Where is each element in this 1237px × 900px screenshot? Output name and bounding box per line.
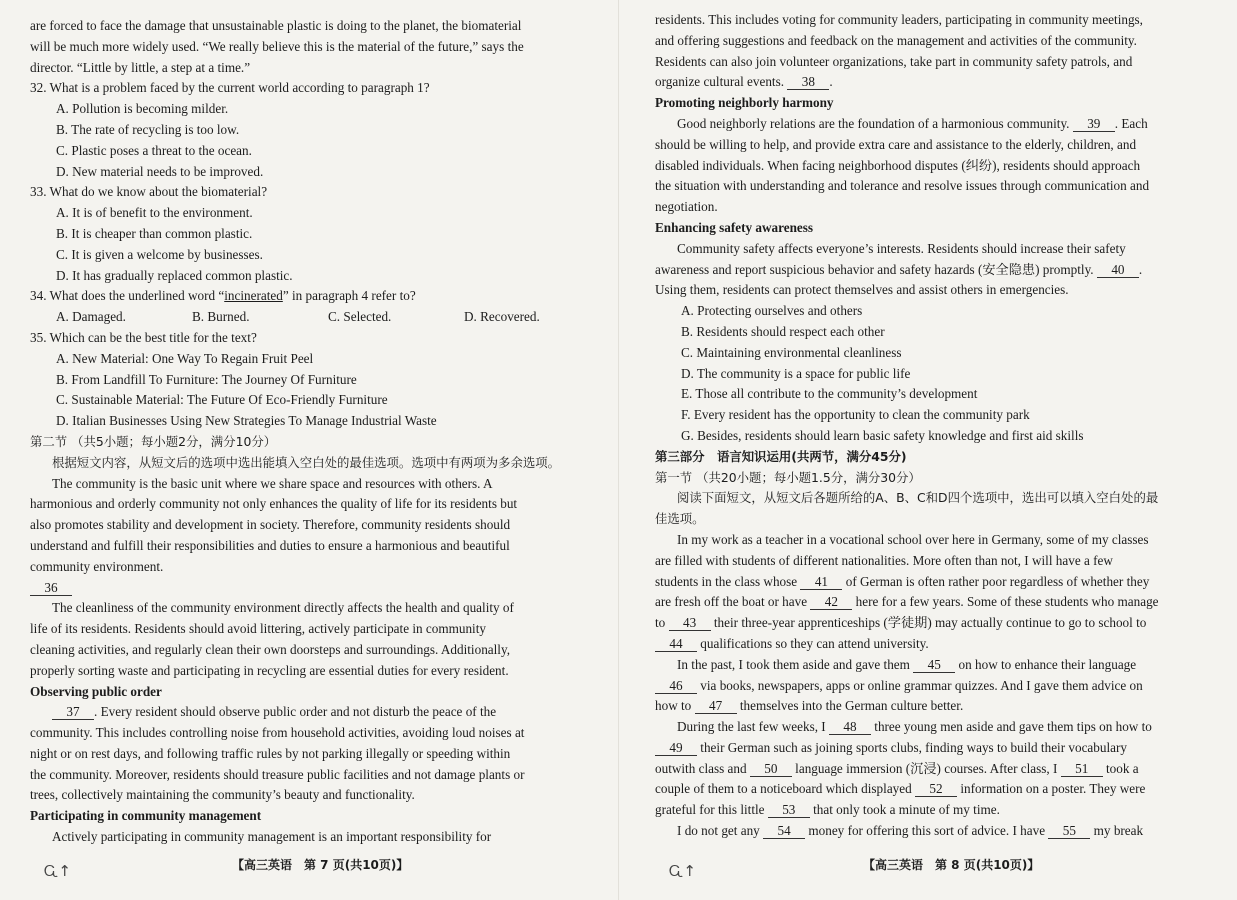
section-1-instructions-cont: 佳选项。 <box>655 511 705 527</box>
text-segment: how to <box>655 698 692 714</box>
text-line: Residents can also join volunteer organizations, take part in community safety patrols, and <box>655 53 1133 69</box>
heading-neighborly-harmony: Promoting neighborly harmony <box>655 95 834 111</box>
text-line: night or on rest days, and following traffic rules by not parking illegally or speeding within <box>30 745 511 761</box>
text-segment: their three-year apprenticeships (学徒期) may actually continue to go to school to <box>713 615 1147 631</box>
question-33-option-a: A. It is of benefit to the environment. <box>56 205 253 221</box>
text-line: the situation with understanding and tolerance and resolve issues through communication and <box>655 178 1150 194</box>
text-line <box>655 72 1223 93</box>
text-line <box>655 613 1223 634</box>
question-35-stem: 35. Which can be the best title for the text? <box>30 329 257 345</box>
text-segment: my break <box>1093 823 1144 839</box>
underlined-word: incinerated <box>224 288 283 304</box>
question-33-option-c: C. It is given a welcome by businesses. <box>56 246 263 262</box>
text-segment: here for a few years. Some of these students who manage <box>855 594 1159 610</box>
blank-36: 36 <box>30 580 72 596</box>
blank-39: 39 <box>1073 116 1115 132</box>
blank-50: 50 <box>750 761 792 777</box>
blank-51: 51 <box>1061 761 1103 777</box>
option-a: A. Protecting ourselves and others <box>681 303 863 319</box>
question-34-option-c: C. Selected. <box>328 309 392 325</box>
blank-42: 42 <box>810 594 852 610</box>
text-line <box>655 592 1223 613</box>
question-34-option-b: B. Burned. <box>192 309 250 325</box>
text-line: cleaning activities, and regularly clean their own doorsteps and surroundings. Additionally, <box>30 641 511 657</box>
text-line: are forced to face the damage that unsustainable plastic is doing to the planet, the biomaterial <box>30 18 522 33</box>
blank-54: 54 <box>763 823 805 839</box>
text-line <box>655 779 1223 800</box>
text-line: negotiation. <box>655 199 718 215</box>
text-line: trees, collectively maintaining the community’s beauty and functionality. <box>30 787 415 803</box>
text-segment: . Each <box>1114 115 1148 131</box>
blank-48: 48 <box>829 719 871 735</box>
blank-43: 43 <box>669 615 711 631</box>
text-segment: themselves into the German culture better. <box>739 698 964 714</box>
text-line <box>655 676 1223 697</box>
text-segment: grateful for this little <box>655 802 765 818</box>
blank-47: 47 <box>695 698 737 714</box>
question-33-option-d: D. It has gradually replaced common plastic. <box>56 267 293 283</box>
question-32-option-a: A. Pollution is becoming milder. <box>56 101 229 117</box>
text-line: disabled individuals. When facing neighborhood disputes (纠纷), residents should approach <box>655 157 1141 173</box>
text-line: Community safety affects everyone’s interests. Residents should increase their safety <box>677 240 1126 256</box>
text-line <box>655 800 1223 821</box>
text-line <box>655 717 1223 738</box>
text-line: the community. Moreover, residents should treasure public facilities and not damage plants or <box>30 766 525 782</box>
text-segment: During the last few weeks, I <box>677 719 826 735</box>
text-line <box>655 260 1223 281</box>
text-segment: via books, newspapers, apps or online grammar quizzes. And I gave them advice on <box>700 677 1143 693</box>
section-1-title: 第一节 （共20小题；每小题1.5分，满分30分） <box>655 469 921 485</box>
question-33-stem: 33. What do we know about the biomaterial? <box>30 184 268 200</box>
blank-49: 49 <box>655 740 697 756</box>
question-34-option-a: A. Damaged. <box>56 309 126 325</box>
text-line <box>655 655 1223 676</box>
text-line: The community is the basic unit where we share space and resources with others. A <box>52 475 493 491</box>
question-35-option-b: B. From Landfill To Furniture: The Journey Of Furniture <box>56 371 357 387</box>
text-segment: qualifications so they can attend university. <box>700 635 929 651</box>
option-f: F. Every resident has the opportunity to clean the community park <box>681 407 1030 423</box>
question-32-option-c: C. Plastic poses a threat to the ocean. <box>56 142 252 158</box>
blank-53: 53 <box>768 802 810 818</box>
text-line: In my work as a teacher in a vocational school over here in Germany, some of my classes <box>677 531 1149 547</box>
text-segment: outwith class and <box>655 760 747 776</box>
option-b: B. Residents should respect each other <box>681 323 885 339</box>
text-line <box>655 696 1223 717</box>
text-segment: of German is often rather poor regardless of whether they <box>845 573 1150 589</box>
blank-41: 41 <box>800 574 842 590</box>
text-line: should be willing to help, and provide extra care and assistance to the elderly, children, and <box>655 136 1137 152</box>
logo-icon: Ꮹ↑ <box>44 862 71 880</box>
option-c: C. Maintaining environmental cleanliness <box>681 344 902 360</box>
text-line <box>655 821 1223 842</box>
blank-36-line <box>30 578 600 599</box>
question-34-option-d: D. Recovered. <box>464 309 540 325</box>
text-segment: students in the class whose <box>655 573 798 589</box>
text-segment: took a <box>1105 760 1139 776</box>
question-34-stem <box>30 286 600 307</box>
blank-40: 40 <box>1097 262 1139 278</box>
text-line <box>655 738 1223 759</box>
blank-37: 37 <box>52 704 94 720</box>
page-footer: 【高三英语 第 7 页(共10页)】 <box>232 858 409 872</box>
text-segment: to <box>655 615 666 631</box>
text-line: life of its residents. Residents should avoid littering, actively participate in community <box>30 621 486 637</box>
question-34-stem-post: ” in paragraph 4 refer to? <box>282 288 416 304</box>
blank-46: 46 <box>655 678 697 694</box>
question-33-option-b: B. It is cheaper than common plastic. <box>56 225 253 241</box>
question-35-option-c: C. Sustainable Material: The Future Of Eco-Friendly Furniture <box>56 392 388 408</box>
text-line <box>655 634 1223 655</box>
question-35-option-d: D. Italian Businesses Using New Strategies To Manage Industrial Waste <box>56 413 437 429</box>
question-32-option-b: B. The rate of recycling is too low. <box>56 121 240 137</box>
heading-public-order: Observing public order <box>30 683 162 699</box>
text-line: residents. This includes voting for community leaders, participating in community meetings, <box>655 12 1143 27</box>
blank-44: 44 <box>655 636 697 652</box>
text-segment: I do not get any <box>677 823 760 839</box>
page-footer: 【高三英语 第 8 页(共10页)】 <box>863 858 1040 872</box>
text-segment: Good neighborly relations are the foundation of a harmonious community. <box>677 115 1070 131</box>
logo-icon: Ꮹ↑ <box>669 862 696 880</box>
text-line: properly sorting waste and participating in recycling are essential duties for every resident. <box>30 662 509 678</box>
blank-55: 55 <box>1048 823 1090 839</box>
text-segment: . Every resident should observe public order and not disturb the peace of the <box>94 704 497 720</box>
question-34-stem-pre: 34. What does the underlined word “ <box>30 288 225 304</box>
text-line: and offering suggestions and feedback on the management and activities of the community. <box>655 32 1137 48</box>
blank-45: 45 <box>913 657 955 673</box>
text-line: director. “Little by little, a step at a time.” <box>30 59 251 75</box>
page-right <box>618 0 1237 900</box>
question-32-option-d: D. New material needs to be improved. <box>56 163 264 179</box>
text-segment: that only took a minute of my time. <box>813 802 1000 818</box>
text-segment: are fresh off the boat or have <box>655 594 808 610</box>
text-line: The cleanliness of the community environment directly affects the health and quality of <box>52 600 514 616</box>
text-segment: organize cultural events. <box>655 74 785 90</box>
text-segment: awareness and report suspicious behavior and safety hazards (安全隐患) promptly. <box>655 261 1094 277</box>
text-line: community environment. <box>30 558 164 574</box>
section-2-title: 第二节 （共5小题；每小题2分，满分10分） <box>30 433 277 449</box>
blank-38: 38 <box>787 74 829 90</box>
text-line <box>30 702 600 723</box>
text-segment: money for offering this sort of advice. I have <box>808 823 1046 839</box>
text-segment: . <box>829 74 833 90</box>
text-line <box>655 759 1223 780</box>
text-segment: their German such as joining sports clubs, finding ways to build their vocabulary <box>700 739 1127 755</box>
text-line <box>655 114 1223 135</box>
text-line: Using them, residents can protect themselves and assist others in emergencies. <box>655 282 1069 298</box>
text-segment: language immersion (沉浸) courses. After class, I <box>795 760 1058 776</box>
text-segment: . <box>1138 261 1143 277</box>
text-segment: on how to enhance their language <box>958 656 1137 672</box>
page-left <box>0 0 618 900</box>
text-segment: In the past, I took them aside and gave them <box>677 656 910 672</box>
question-34-options <box>30 307 600 328</box>
text-line: Actively participating in community management is an important responsibility for <box>52 829 492 845</box>
text-segment: three young men aside and gave them tips on how to <box>874 719 1152 735</box>
text-segment: couple of them to a noticeboard which displayed <box>655 781 912 797</box>
text-line: also promotes stability and development in society. Therefore, community residents should <box>30 517 511 533</box>
text-line: will be much more widely used. “We really believe this is the material of the future,” says the <box>30 38 524 54</box>
section-1-instructions: 阅读下面短文，从短文后各题所给的A、B、C和D四个选项中，选出可以填入空白处的最 <box>677 490 1159 506</box>
question-35-option-a: A. New Material: One Way To Regain Fruit Peel <box>56 350 314 366</box>
question-32-stem: 32. What is a problem faced by the current world according to paragraph 1? <box>30 80 430 96</box>
section-2-instructions: 根据短文内容，从短文后的选项中选出能填入空白处的最佳选项。选项中有两项为多余选项。 <box>52 454 561 470</box>
option-g: G. Besides, residents should learn basic safety knowledge and first aid skills <box>681 427 1084 443</box>
option-e: E. Those all contribute to the community’s development <box>681 386 978 402</box>
text-line <box>655 572 1223 593</box>
blank-52: 52 <box>915 781 957 797</box>
text-line: understand and fulfill their responsibilities and duties to ensure a harmonious and beautiful <box>30 537 510 553</box>
heading-community-management: Participating in community management <box>30 808 262 824</box>
text-line: are filled with students of different nationalities. More often than not, I will have a few <box>655 552 1113 568</box>
part-3-title: 第三部分 语言知识运用(共两节，满分45分) <box>655 448 907 464</box>
text-line: community. This includes controlling noise from household activities, avoiding loud noises at <box>30 725 525 741</box>
heading-safety-awareness: Enhancing safety awareness <box>655 219 814 235</box>
text-segment: information on a poster. They were <box>960 781 1146 797</box>
text-line: harmonious and orderly community not only enhances the quality of life for its residents but <box>30 496 518 512</box>
option-d: D. The community is a space for public life <box>681 365 911 381</box>
